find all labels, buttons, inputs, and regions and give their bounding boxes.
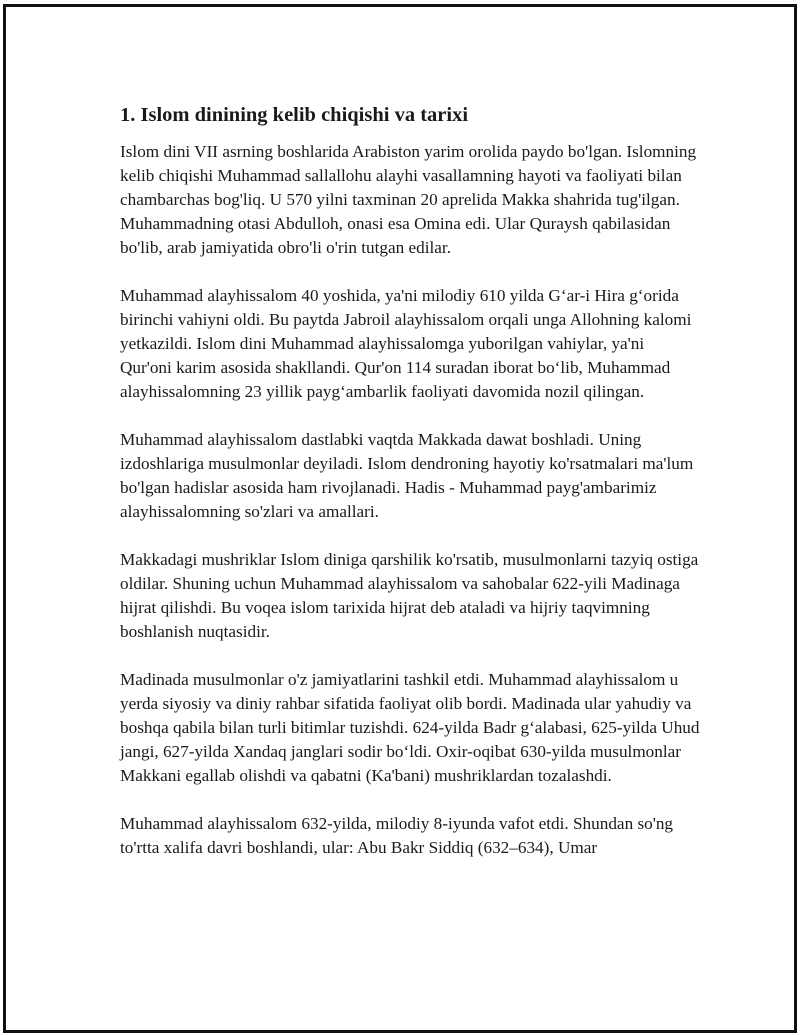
document-body [120, 101, 700, 860]
paragraph-early-dawah: Muhammad alayhissalom dastlabki vaqtda Makkada dawat boshladi. Uning izdoshlariga musulmonlar deyiladi. Islom dendroning hayotiy ko'rsatmalari ma'lum bo'lgan hadislar asosida ham rivojlanadi. Hadis - Muhammad payg'ambarimiz alayhissalomning so'zlari va amallari. [120, 430, 694, 521]
paragraph-hijrah: Makkadagi mushriklar Islom diniga qarshilik ko'rsatib, musulmonlarni tazyiq ostiga oldilar. Shuning uchun Muhammad alayhissalom va sahobalar 622-yili Madinaga hijrat qilishdi. Bu voqea islom tarixida hijrat deb ataladi va hijriy taqvimning boshlanish nuqtasidir. [120, 550, 699, 641]
page-border [3, 4, 797, 1033]
paragraph-first-revelation: Muhammad alayhissalom 40 yoshida, ya'ni milodiy 610 yilda G‘ar-i Hira g‘orida birinchi vahiyni oldi. Bu paytda Jabroil alayhissalom orqali unga Allohning kalomi yetkazildi. Islom dini Muhammad alayhissalomga yuborilgan vahiylar, ya'ni Qur'oni karim asosida shakllandi. Qur'on 114 suradan iborat bo‘lib, Muhammad alayhissalomning 23 yillik payg‘ambarlik faoliyati davomida nozil qilingan. [120, 286, 692, 401]
paragraph-origin: Islom dini VII asrning boshlarida Arabiston yarim orolida paydo bo'lgan. Islomning kelib chiqishi Muhammad sallallohu alayhi vasallamning hayoti va faoliyati bilan chambarchas bog'liq. U 570 yilni taxminan 20 aprelida Makka shahrida tug'ilgan. Muhammadning otasi Abdulloh, onasi esa Omina edi. Ular Quraysh qabilasidan bo'lib, arab jamiyatida obro'li o'rin tutgan edilar. [120, 142, 697, 257]
section-heading: 1. Islom dinining kelib chiqishi va tarixi [120, 104, 469, 126]
paragraph-medina: Madinada musulmonlar o'z jamiyatlarini tashkil etdi. Muhammad alayhissalom u yerda siyosiy va diniy rahbar sifatida faoliyat olib bordi. Madinada ular yahudiy va boshqa qabila bilan turli bitimlar tuzishdi. 624-yilda Badr g‘alabasi, 625-yilda Uhud jangi, 627-yilda Xandaq janglari sodir bo‘ldi. Oxir-oqibat 630-yilda musulmonlar Makkani egallab olishdi va qabatni (Ka'bani) mushriklardan tozalashdi. [120, 670, 700, 785]
paragraph-caliphs: Muhammad alayhissalom 632-yilda, milodiy 8-iyunda vafot etdi. Shundan so'ng to'rtta xalifa davri boshlandi, ular: Abu Bakr Siddiq (632–634), Umar [120, 814, 674, 857]
